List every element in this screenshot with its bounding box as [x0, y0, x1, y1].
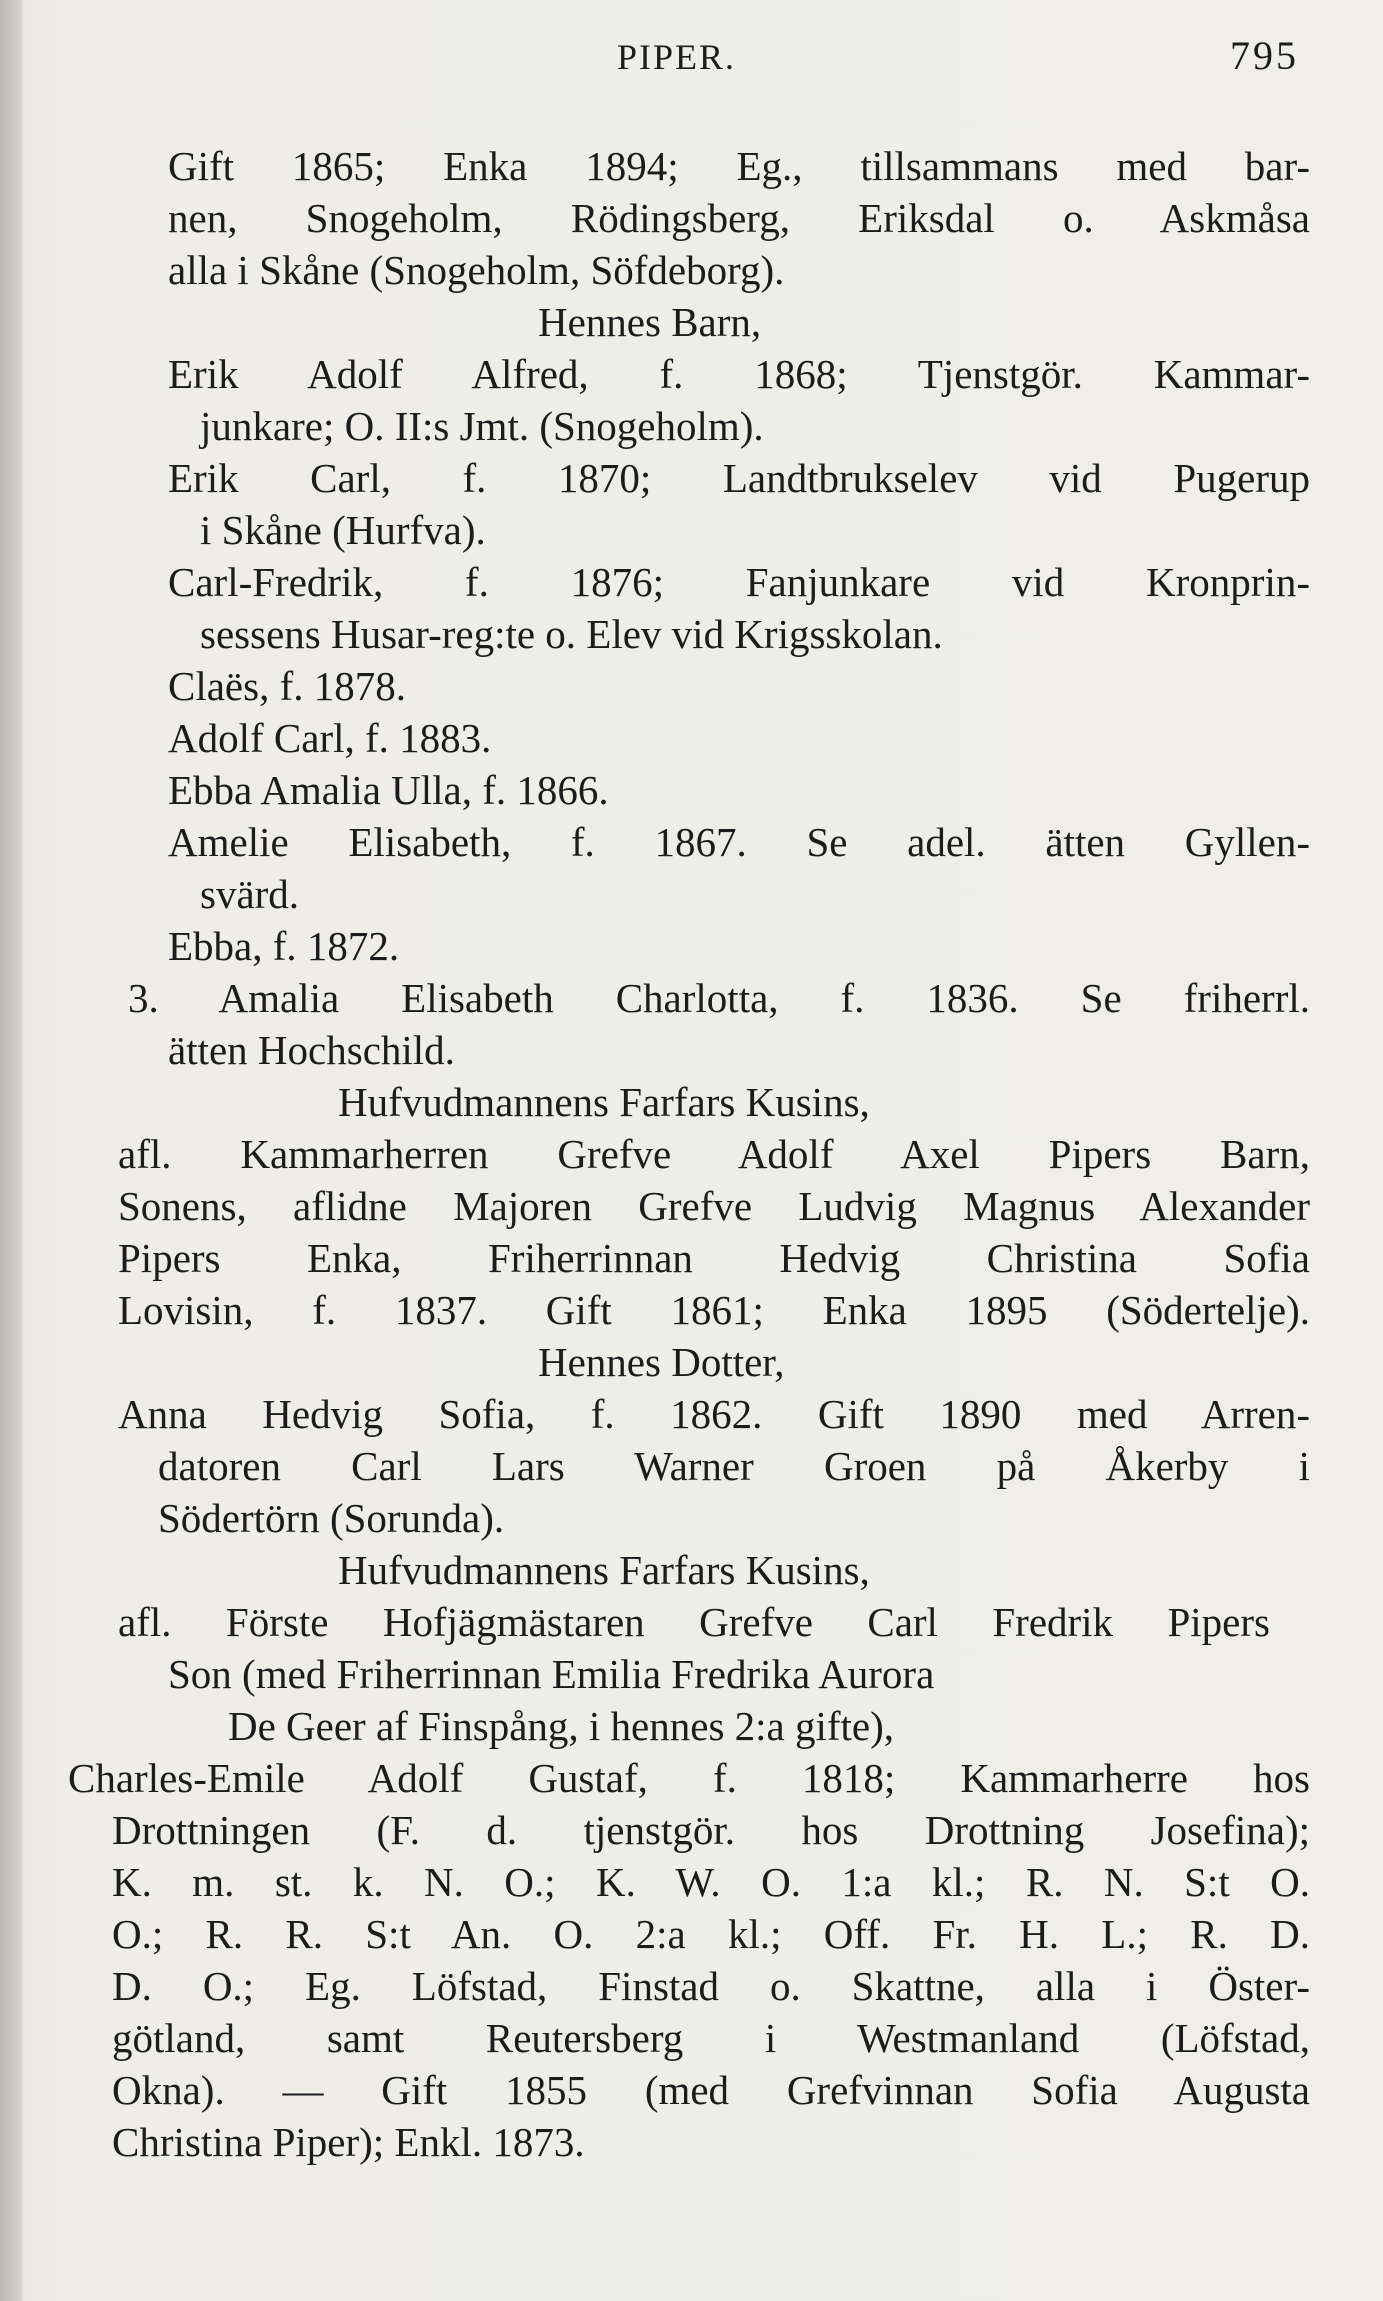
text-line: D. O.; Eg. Löfstad, Finstad o. Skattne, alla i Öster- [112, 1963, 1310, 2009]
text-line: svärd. [200, 871, 300, 917]
text-line: Erik Adolf Alfred, f. 1868; Tjenstgör. Kammar- [168, 351, 1310, 397]
text-line: Pipers Enka, Friherrinnan Hedvig Christina Sofia [118, 1235, 1310, 1281]
text-line: Christina Piper); Enkl. 1873. [112, 2119, 585, 2165]
text-line: datoren Carl Lars Warner Groen på Åkerby i [158, 1443, 1310, 1489]
text-line: Gift 1865; Enka 1894; Eg., tillsammans med bar- [168, 143, 1310, 189]
text-line: Charles-Emile Adolf Gustaf, f. 1818; Kammarherre hos [68, 1755, 1310, 1801]
text-line: K. m. st. k. N. O.; K. W. O. 1:a kl.; R. N. S:t O. [112, 1859, 1310, 1905]
running-head: PIPER. [617, 37, 737, 77]
text-line: Amelie Elisabeth, f. 1867. Se adel. ätten Gyllen- [168, 819, 1310, 865]
section-heading: Hennes Dotter, [538, 1339, 785, 1385]
text-line: Carl-Fredrik, f. 1876; Fanjunkare vid Kronprin- [168, 559, 1310, 605]
page-header [0, 30, 1383, 90]
text-line: Anna Hedvig Sofia, f. 1862. Gift 1890 med Arren- [118, 1391, 1310, 1437]
text-line: Sonens, aflidne Majoren Grefve Ludvig Magnus Alexander [118, 1183, 1310, 1229]
section-heading: Hennes Barn, [538, 299, 762, 345]
text-line: junkare; O. II:s Jmt. (Snogeholm). [200, 403, 764, 449]
text-line: Ebba, f. 1872. [168, 923, 400, 969]
text-line: alla i Skåne (Snogeholm, Söfdeborg). [168, 247, 785, 293]
page-number: 795 [1230, 33, 1299, 78]
text-line: i Skåne (Hurfva). [200, 507, 486, 553]
text-line: Lovisin, f. 1837. Gift 1861; Enka 1895 (Södertelje). [118, 1287, 1310, 1333]
page-binding [0, 0, 22, 2301]
text-line: nen, Snogeholm, Rödingsberg, Eriksdal o. Askmåsa [168, 195, 1310, 241]
section-heading: Hufvudmannens Farfars Kusins, [338, 1079, 870, 1125]
text-line: Drottningen (F. d. tjenstgör. hos Drottning Josefina); [112, 1807, 1310, 1853]
text-line: 3. Amalia Elisabeth Charlotta, f. 1836. Se friherrl. [128, 975, 1310, 1021]
text-line: Ebba Amalia Ulla, f. 1866. [168, 767, 609, 813]
text-line: Södertörn (Sorunda). [158, 1495, 505, 1541]
text-line: De Geer af Finspång, i hennes 2:a gifte), [228, 1703, 895, 1749]
text-line: götland, samt Reutersberg i Westmanland (Löfstad, [112, 2015, 1310, 2061]
text-line: Adolf Carl, f. 1883. [168, 715, 492, 761]
text-line: sessens Husar-reg:te o. Elev vid Krigsskolan. [200, 611, 943, 657]
text-line: O.; R. R. S:t An. O. 2:a kl.; Off. Fr. H. L.; R. D. [112, 1911, 1310, 1957]
text-line: Okna). — Gift 1855 (med Grefvinnan Sofia Augusta [112, 2067, 1310, 2113]
text-line: ätten Hochschild. [168, 1027, 455, 1073]
text-line: Claës, f. 1878. [168, 663, 406, 709]
text-line: afl. Förste Hofjägmästaren Grefve Carl Fredrik Pipers [118, 1599, 1270, 1645]
text-line: Son (med Friherrinnan Emilia Fredrika Aurora [168, 1651, 935, 1697]
text-line: Erik Carl, f. 1870; Landtbrukselev vid Pugerup [168, 455, 1310, 501]
text-line: afl. Kammarherren Grefve Adolf Axel Pipers Barn, [118, 1131, 1310, 1177]
section-heading: Hufvudmannens Farfars Kusins, [338, 1547, 870, 1593]
